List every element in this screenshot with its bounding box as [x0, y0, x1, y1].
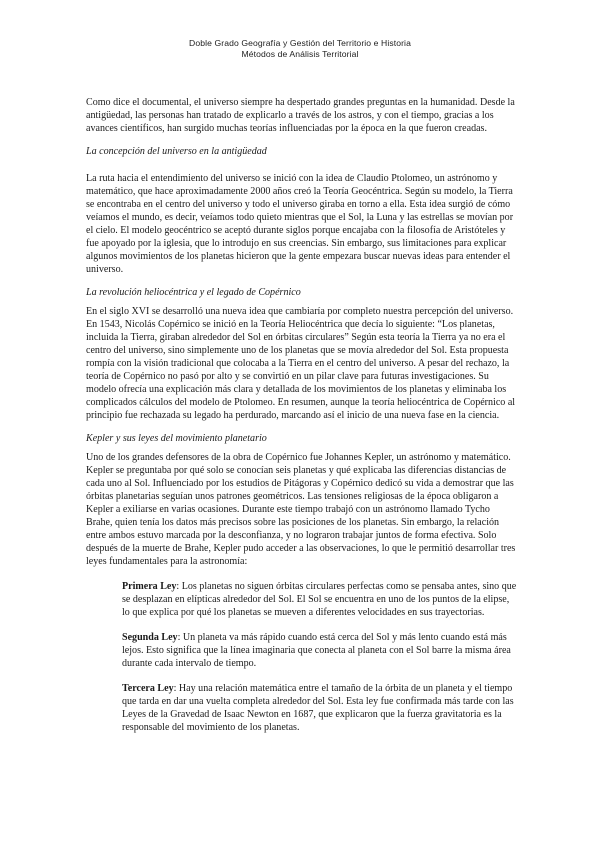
- law-text: : Los planetas no siguen órbitas circulares perfectas como se pensaba antes, sino que se desplazan en elípticas alrededor del Sol. El Sol se encuentra en uno de los puntos de la elipse, lo que explica por qué los planetas se mueven a diferentes velocidades en sus trayectorias.: [122, 581, 517, 618]
- header-line-1: Doble Grado Geografía y Gestión del Territorio e Historia: [189, 38, 411, 48]
- section-title: La revolución heliocéntrica y el legado de Copérnico: [86, 287, 301, 298]
- law-name: Primera Ley: [122, 581, 177, 592]
- header-line-2: Métodos de Análisis Territorial: [241, 49, 359, 59]
- law-name: Segunda Ley: [122, 632, 178, 643]
- section-paragraph: Uno de los grandes defensores de la obra de Copérnico fue Johannes Kepler, un astrónomo y matemático. Kepler se preguntaba por qué solo se conocían seis planetas y qué explicaba las diferencias distancias de cada uno al Sol. Influenciado por los estudios de Pitágoras y Copérnico dedicó su vida a demostrar que las órbitas planetarias seguían unos patrones geométricos. Las tensiones religiosas de la época obligaron a Kepler a exiliarse en varias ocasiones. Durante este tiempo trabajó con un astrónomo llamado Tycho Brahe, quien tenía los datos más precisos sobre las posiciones de los planetas. Sin embargo, la relación entre ambos estuvo marcada por la desconfianza, y no lograron trabajar juntos de forma efectiva. Solo después de la muerte de Brahe, Kepler pudo acceder a las observaciones, lo que le permitió desarrollar tres leyes fundamentales para la astronomía:: [86, 452, 516, 567]
- section-paragraph: La ruta hacia el entendimiento del universo se inició con la idea de Claudio Ptolomeo, un astrónomo y matemático, que hace aproximadamente 2000 años creó la Teoría Geocéntrica. Según su modelo, la Tierra se encontraba en el centro del universo y todo el universo giraba en torno a ella. Esta idea surgió de cómo veíamos el mundo, es decir, veíamos todo quieto mientras que el Sol, la Luna y las estrellas se movían por el cielo. El modelo geocéntrico se aceptó durante siglos porque encajaba con la filosofía de Aristóteles y fue apoyado por la iglesia, que lo introdujo en sus creencias. Sin embargo, sus limitaciones para explicar algunos movimientos de los planetas hicieron que la gente empezara buscar nuevas ideas para entender el universo.: [86, 173, 514, 275]
- section-paragraph: En el siglo XVI se desarrolló una nueva idea que cambiaría por completo nuestra percepción del universo. En 1543, Nicolás Copérnico se inició en la Teoría Heliocéntrica que decía lo siguiente: “Los planetas, incluida la Tierra, giraban alrededor del Sol en órbitas circulares” Según esta teoría la Tierra ya no era el centro del universo, sino simplemente uno de los planetas que se movía alrededor del Sol. Esta propuesta rompía con la visión tradicional que colocaba a la Tierra en el centro del universo. A pesar del rechazo, la teoría de Copérnico no pasó por alto y se convirtió en un pilar clave para futuras investigaciones. Su modelo ofrecía una explicación más clara y detallada de los movimientos de los planetas y eliminaba los complicados cálculos del modelo de Ptolomeo. En resumen, aunque la teoría heliocéntrica de Copérnico al principio fue rechazada su legado ha perdurado, marcando así el inicio de una nueva fase en la ciencia.: [86, 306, 516, 421]
- law-text: : Hay una relación matemática entre el tamaño de la órbita de un planeta y el tiempo que tarda en dar una vuelta completa alrededor del Sol. Esta ley fue confirmada más tarde con las Leyes de la Gravedad de Isaac Newton en 1687, que explicaron que la fuerza gravitatoria es la responsable del movimiento de los planetas.: [122, 683, 514, 733]
- law-item: [122, 580, 518, 619]
- law-name: Tercera Ley: [122, 683, 174, 694]
- law-text: : Un planeta va más rápido cuando está cerca del Sol y más lento cuando está más lejos. Esto significa que la línea imaginaria que conecta al planeta con el Sol barre la misma área durante cada intervalo de tiempo.: [122, 632, 511, 669]
- law-item: [122, 682, 518, 734]
- law-item: [122, 631, 518, 670]
- intro-paragraph: Como dice el documental, el universo siempre ha despertado grandes preguntas en la humanidad. Desde la antigüedad, las personas han tratado de explicarlo a través de los astros, y con el tiempo, gracias a los avances científicos, han surgido muchas teorías influenciadas por la época en la que fueron creadas.: [86, 97, 515, 134]
- section-title: Kepler y sus leyes del movimiento planetario: [86, 433, 267, 444]
- section-title: La concepción del universo en la antigüedad: [86, 146, 267, 157]
- kepler-laws-list: [122, 580, 518, 734]
- document-body: [86, 96, 518, 746]
- page-header: [0, 38, 600, 60]
